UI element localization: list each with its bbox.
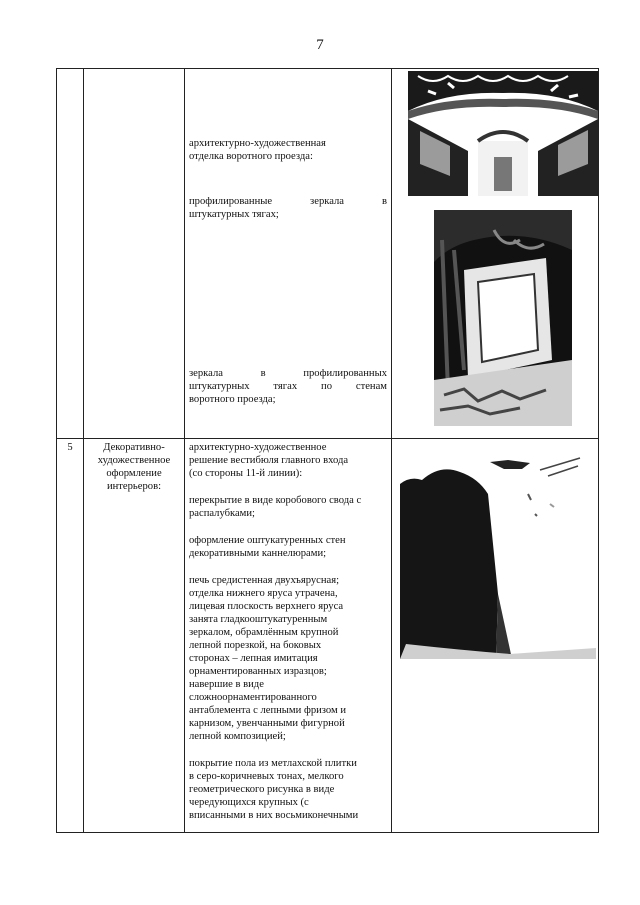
desc-line: решение вестибюля главного входа — [189, 455, 349, 466]
desc-line: отделка воротного проезда: — [189, 151, 313, 162]
row-description-cell — [185, 439, 392, 833]
desc-line: штукатурных тягах; — [189, 209, 279, 220]
desc-line: воротного проезда; — [189, 394, 276, 405]
vestibule-stove-photo — [400, 454, 596, 659]
page-number: 7 — [316, 37, 324, 53]
desc-line: лепной порезкой, на боковых — [189, 640, 322, 651]
row-description-cell — [185, 69, 392, 439]
name-line: Декоративно- — [103, 442, 165, 453]
desc-line: лицевая плоскость верхнего яруса — [189, 601, 344, 612]
desc-line: архитектурно-художественное — [189, 442, 327, 453]
desc-line: лепной композицией; — [189, 731, 286, 742]
desc-line: распалубками; — [189, 508, 256, 519]
name-line: художественное — [97, 455, 171, 466]
table-row — [57, 439, 599, 833]
desc-line: сторонах – лепная имитация — [189, 653, 318, 664]
row-name-cell — [84, 439, 185, 833]
desc-line: зеркалом, обрамлённым крупной — [189, 627, 339, 638]
desc-line: антаблемента с лепными фризом и — [189, 705, 347, 716]
desc-line: отделка нижнего яруса утрачена, — [189, 588, 338, 599]
desc-line: профилированные зеркала в — [189, 196, 387, 207]
name-line: интерьеров: — [106, 481, 162, 492]
desc-line: геометрического рисунка в виде — [189, 784, 335, 795]
vaulted-passage-photo — [408, 71, 598, 196]
table-row — [57, 69, 599, 439]
row-photo-cell — [392, 439, 599, 833]
desc-line: оформление оштукатуренных стен — [189, 535, 346, 546]
desc-line: декоративными каннелюрами; — [189, 548, 327, 559]
desc-line: штукатурных тягах по стенам — [189, 381, 387, 392]
desc-line: сложноорнаментированного — [189, 692, 317, 703]
desc-line: печь средистенная двухъярусная; — [189, 575, 340, 586]
desc-line: занята гладкооштукатуренным — [189, 614, 328, 625]
row-photo-cell — [392, 69, 599, 439]
desc-line: карнизом, увенчанными фигурной — [189, 718, 345, 729]
name-line: оформление — [106, 468, 162, 479]
desc-line: перекрытие в виде коробового свода с — [189, 495, 362, 506]
desc-line: орнаментированных изразцов; — [189, 666, 327, 677]
desc-line: покрытие пола из метлахской плитки — [189, 758, 357, 769]
passage-wall-photo — [434, 210, 572, 426]
desc-line: зеркала в профилированных — [189, 368, 387, 379]
desc-line: в серо-коричневых тонах, мелкого — [189, 771, 344, 782]
monuments-table — [56, 68, 599, 833]
desc-line: чередующихся крупных (с — [189, 797, 309, 808]
row-name-cell — [84, 69, 185, 439]
row-number-cell: 5 — [57, 439, 84, 833]
desc-line: навершие в виде — [189, 679, 264, 690]
row-number-cell — [57, 69, 84, 439]
desc-line: вписанными в них восьмиконечными — [189, 810, 359, 821]
desc-line: (со стороны 11-й линии): — [189, 468, 303, 479]
desc-line: архитектурно-художественная — [189, 138, 326, 149]
